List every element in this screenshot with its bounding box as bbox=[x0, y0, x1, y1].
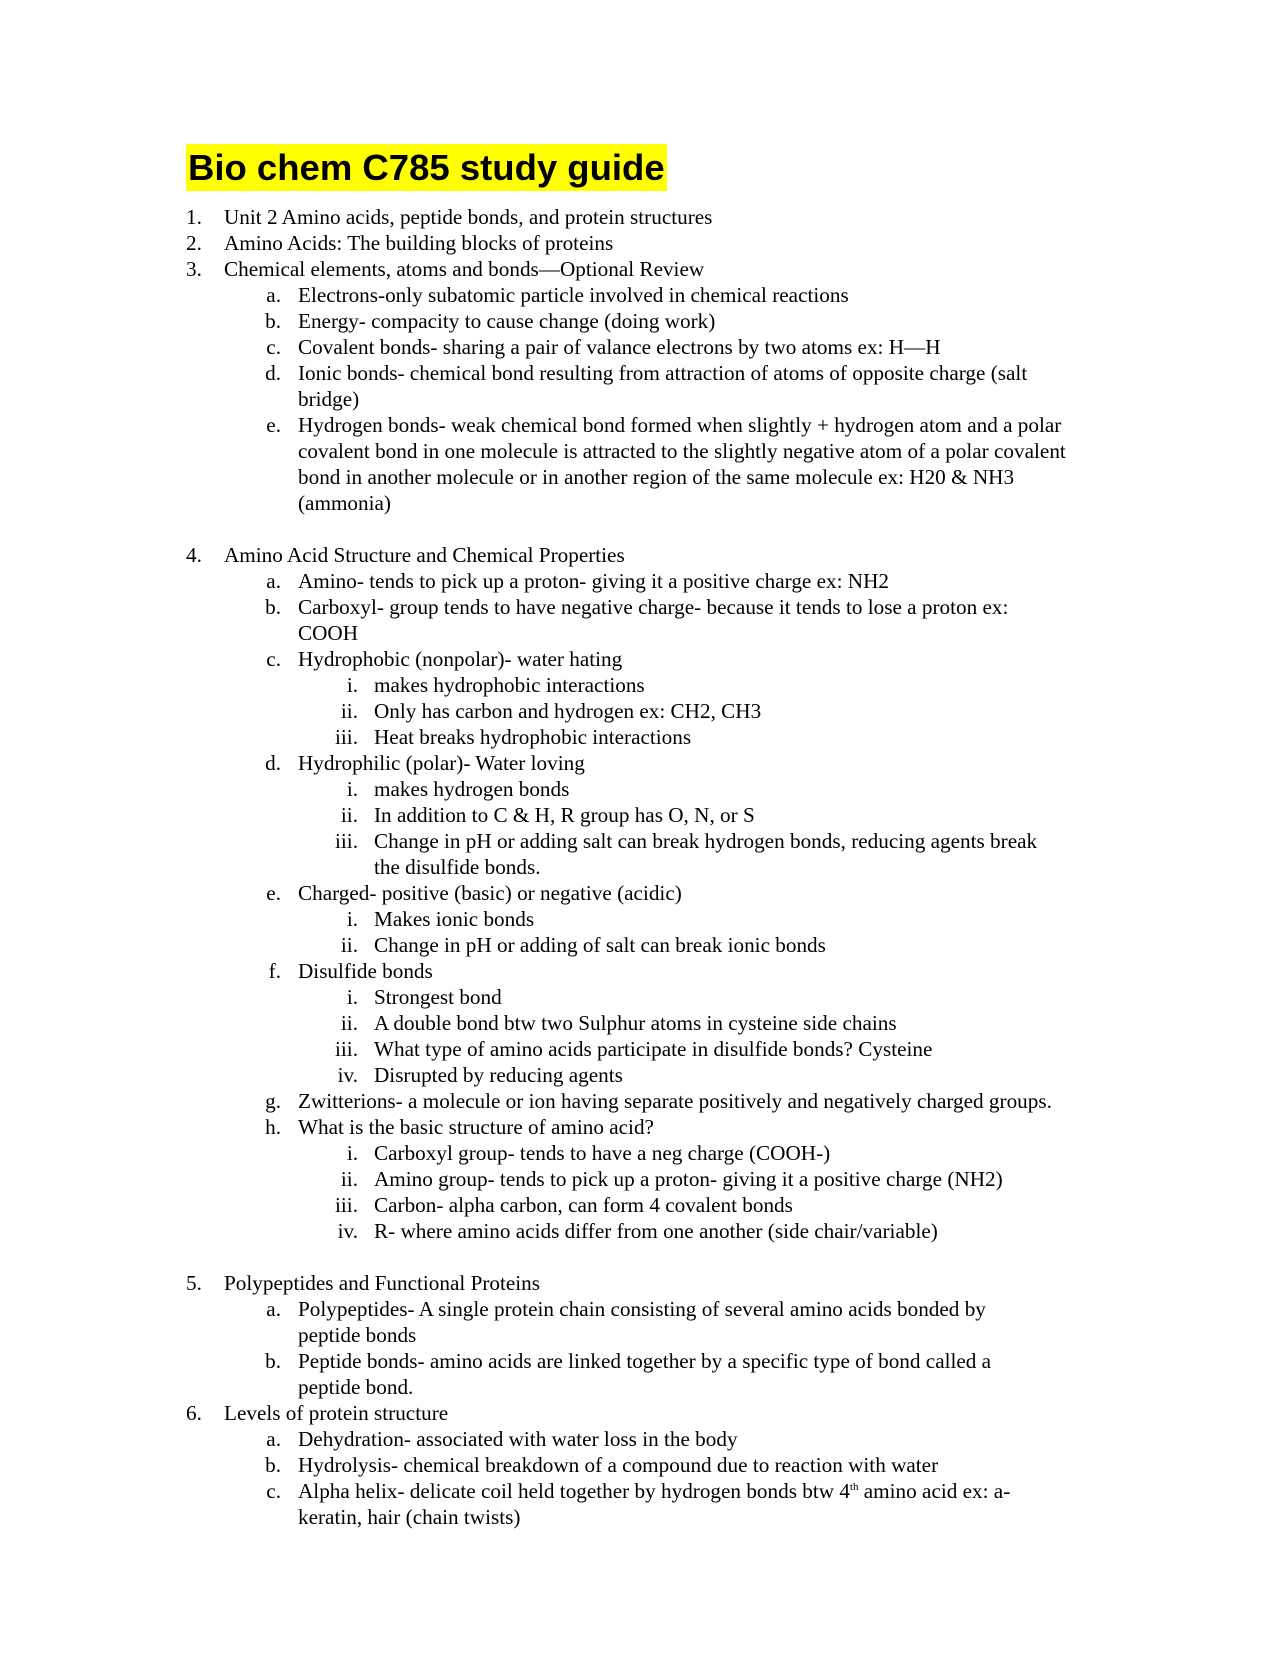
list-item: Change in pH or adding of salt can break ionic bonds bbox=[374, 933, 826, 957]
list-marker: 3. bbox=[186, 257, 202, 281]
list-item: Carbon- alpha carbon, can form 4 covalent bonds bbox=[374, 1193, 793, 1217]
list-marker: b. bbox=[265, 595, 281, 619]
list-item: Polypeptides and Functional Proteins bbox=[224, 1271, 541, 1295]
list-marker: 6. bbox=[186, 1401, 202, 1425]
list-marker: a. bbox=[266, 569, 281, 593]
page-title: Bio chem C785 study guide bbox=[186, 144, 667, 191]
list-marker: iii. bbox=[335, 1037, 358, 1061]
list-item: Ionic bonds- chemical bond resulting from attraction of atoms of opposite charge (salt bridge) bbox=[298, 361, 1028, 412]
list-item: Peptide bonds- amino acids are linked together by a specific type of bond called a peptide bond. bbox=[298, 1349, 992, 1400]
list-marker: a. bbox=[266, 1427, 281, 1451]
list-marker: iii. bbox=[335, 1193, 358, 1217]
list-item: Amino Acids: The building blocks of proteins bbox=[224, 231, 614, 255]
list-item: Amino group- tends to pick up a proton- giving it a positive charge (NH2) bbox=[374, 1167, 1003, 1191]
list-marker: i. bbox=[346, 777, 358, 801]
list-item: Chemical elements, atoms and bonds—Optional Review bbox=[224, 257, 705, 281]
list-marker: g. bbox=[265, 1089, 281, 1113]
list-marker: ii. bbox=[340, 1167, 358, 1191]
list-marker: ii. bbox=[340, 933, 358, 957]
list-marker: i. bbox=[346, 673, 358, 697]
list-marker: iii. bbox=[335, 829, 358, 853]
list-marker: h. bbox=[265, 1115, 281, 1139]
list-item: Carboxyl group- tends to have a neg charge (COOH-) bbox=[374, 1141, 831, 1165]
list-item: Heat breaks hydrophobic interactions bbox=[374, 725, 692, 749]
list-item: Charged- positive (basic) or negative (acidic) bbox=[298, 881, 682, 905]
list-marker: 4. bbox=[186, 543, 202, 567]
list-marker: e. bbox=[266, 413, 281, 437]
list-item: Dehydration- associated with water loss in the body bbox=[298, 1427, 738, 1451]
list-marker: i. bbox=[346, 1141, 358, 1165]
list-item: What type of amino acids participate in disulfide bonds? Cysteine bbox=[374, 1037, 933, 1061]
list-item bbox=[298, 1478, 1068, 1530]
list-marker: iv. bbox=[337, 1063, 358, 1087]
list-item: Strongest bond bbox=[374, 985, 502, 1009]
list-item: Levels of protein structure bbox=[224, 1401, 449, 1425]
list-marker: 1. bbox=[186, 205, 202, 229]
list-item: Hydrophobic (nonpolar)- water hating bbox=[298, 647, 623, 671]
list-item: Covalent bonds- sharing a pair of valance electrons by two atoms ex: H—H bbox=[298, 335, 941, 359]
list-item: Hydrolysis- chemical breakdown of a compound due to reaction with water bbox=[298, 1453, 939, 1477]
list-marker: f. bbox=[268, 959, 281, 983]
list-marker: a. bbox=[266, 1297, 281, 1321]
list-item: Polypeptides- A single protein chain consisting of several amino acids bonded by peptide bonds bbox=[298, 1297, 986, 1348]
list-marker: a. bbox=[266, 283, 281, 307]
list-item: Electrons-only subatomic particle involved in chemical reactions bbox=[298, 283, 849, 307]
list-item: Energy- compacity to cause change (doing work) bbox=[298, 309, 716, 333]
list-marker: e. bbox=[266, 881, 281, 905]
list-marker: i. bbox=[346, 907, 358, 931]
list-item: Unit 2 Amino acids, peptide bonds, and protein structures bbox=[224, 205, 713, 229]
list-item: Only has carbon and hydrogen ex: CH2, CH3 bbox=[374, 699, 762, 723]
list-marker: c. bbox=[266, 335, 281, 359]
list-item: Carboxyl- group tends to have negative charge- because it tends to lose a proton ex: COOH bbox=[298, 595, 1009, 646]
list-item: Amino Acid Structure and Chemical Properties bbox=[224, 543, 625, 567]
list-marker: d. bbox=[265, 751, 281, 775]
list-item: Makes ionic bonds bbox=[374, 907, 535, 931]
list-marker: b. bbox=[265, 1453, 281, 1477]
list-marker: 2. bbox=[186, 231, 202, 255]
list-item: Disrupted by reducing agents bbox=[374, 1063, 623, 1087]
list-item: makes hydrophobic interactions bbox=[374, 673, 645, 697]
list-item: In addition to C & H, R group has O, N, or S bbox=[374, 803, 755, 827]
list-marker: b. bbox=[265, 1349, 281, 1373]
list-marker: d. bbox=[265, 361, 281, 385]
list-marker: ii. bbox=[340, 699, 358, 723]
list-marker: iii. bbox=[335, 725, 358, 749]
list-item: Zwitterions- a molecule or ion having separate positively and negatively charged groups. bbox=[298, 1089, 1052, 1113]
list-marker: c. bbox=[266, 1479, 281, 1503]
superscript: th bbox=[849, 1480, 859, 1493]
list-item-text: Alpha helix- delicate coil held together by hydrogen bonds btw 4 bbox=[298, 1479, 850, 1503]
list-marker: i. bbox=[346, 985, 358, 1009]
list-marker: ii. bbox=[340, 1011, 358, 1035]
list-marker: ii. bbox=[340, 803, 358, 827]
list-item: R- where amino acids differ from one another (side chair/variable) bbox=[374, 1219, 938, 1243]
list-item: Amino- tends to pick up a proton- giving it a positive charge ex: NH2 bbox=[298, 569, 889, 593]
list-marker: b. bbox=[265, 309, 281, 333]
list-item: A double bond btw two Sulphur atoms in cysteine side chains bbox=[374, 1011, 897, 1035]
list-marker: c. bbox=[266, 647, 281, 671]
list-item: What is the basic structure of amino acid? bbox=[298, 1115, 654, 1139]
list-item: Hydrophilic (polar)- Water loving bbox=[298, 751, 585, 775]
list-item: Disulfide bonds bbox=[298, 959, 433, 983]
list-item: Hydrogen bonds- weak chemical bond formed when slightly + hydrogen atom and a polar covalent bond in one molecule is attracted to the slightly negative atom of a polar covalent bond in another molecule or in another region of the same molecule ex: H20 & NH3 (ammonia) bbox=[298, 413, 1066, 516]
list-marker: 5. bbox=[186, 1271, 202, 1295]
list-item-text: amino acid ex: a-keratin, hair (chain twists) bbox=[298, 1479, 1011, 1530]
list-item: makes hydrogen bonds bbox=[374, 777, 570, 801]
list-marker: iv. bbox=[337, 1219, 358, 1243]
list-item: Change in pH or adding salt can break hydrogen bonds, reducing agents break the disulfide bonds. bbox=[374, 829, 1038, 880]
